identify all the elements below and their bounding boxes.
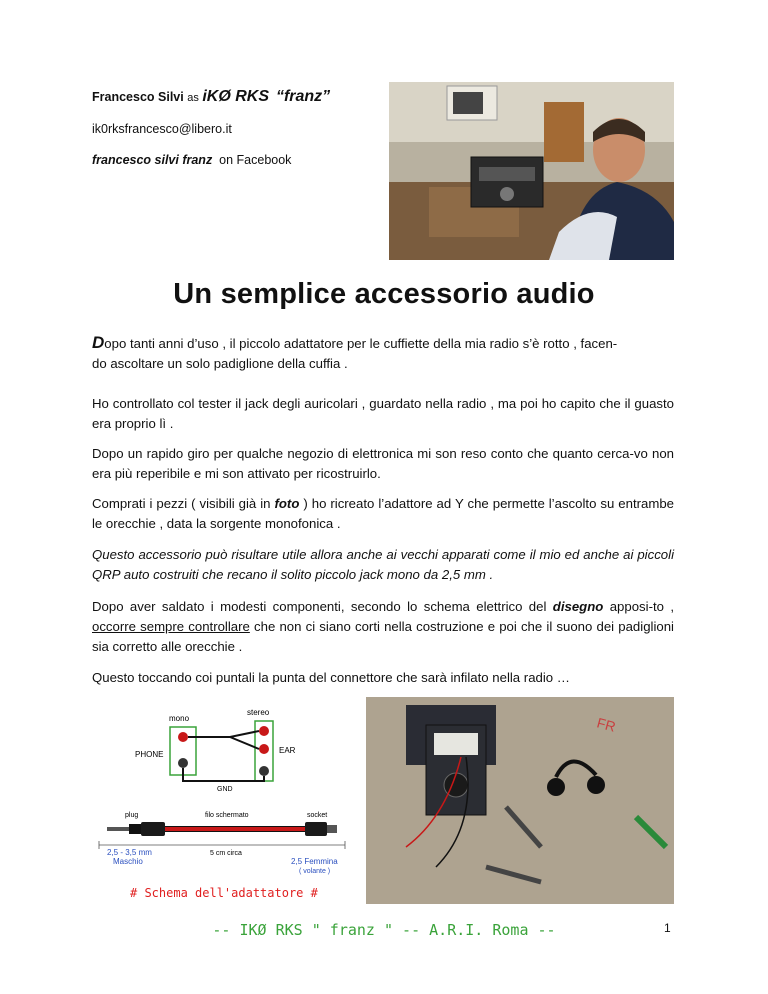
paragraph-1-line1: opo tanti anni d’uso , il piccolo adattatore per le cuffiette della mia radio s’è rotto , facen- [104,336,618,351]
schematic-caption: # Schema dell'adattatore # [130,886,318,900]
mono-tip-dot [178,732,188,742]
socket-icon [305,822,337,836]
author-photo [389,82,674,260]
facebook-line [92,153,291,167]
plug-label: plug [125,812,139,819]
stereo-label: stereo [247,708,270,717]
socket-note-label: ( volante ) [299,868,331,875]
disegno-word: disegno [552,599,604,614]
mono-label: mono [169,714,190,723]
svg-text:FR: FR [595,714,618,735]
paragraph-4-a: Comprati i pezzi ( visibili già in [92,496,275,511]
cable-label: filo schermato [205,812,249,819]
page-number: 1 [664,921,671,935]
foto-word: foto [274,496,300,511]
stereo-right-dot [259,744,269,754]
facebook-suffix: on Facebook [219,153,292,167]
socket-size-label: 2,5 Femmina [291,857,338,866]
paragraph-1-line2: do ascoltare un solo padiglione della cuffia . [92,356,348,371]
email-link[interactable]: ik0rksfrancesco@libero.it [92,122,232,136]
paragraph-6-c: apposi-to , [603,599,674,614]
paragraph-3: Dopo un rapido giro per qualche negozio di elettronica mi son reso conto che quanto cerca-vo non era più reperibile e mi son attivato per ricostruirlo. [92,446,674,481]
as-word: as [187,92,199,104]
paragraph-4-c: ) ho ricreato l’adattore ad Y che permette l’ascolto su entrambe le orecchie , data la sorgente monofonica . [92,496,674,531]
plug-type-label: Maschio [113,857,143,866]
underlined-warning: occorre sempre controllare [92,619,250,634]
paragraph-6 [92,597,674,657]
paragraph-6-e: che non ci siano corti nella costruzione e poi che il suono dei padiglioni sia corretto alle orecchie . [92,619,674,654]
author-name: Francesco Silvi [92,90,184,104]
phone-label: PHONE [135,750,164,759]
mono-ground-dot [178,758,188,768]
nickname: “franz” [275,88,331,105]
paragraph-1 [92,333,674,374]
paragraph-5: Questo accessorio può risultare utile allora anche ai vecchi apparati come il mio ed anche ai piccoli QRP auto costruiti che recano il solito piccolo jack mono da 2,5 mm . [92,547,674,582]
paragraph-2: Ho controllato col tester il jack degli auricolari , guardato nella radio , ma poi ho capito che il guasto era proprio lì . [92,396,674,431]
footer-text: -- IKØ RKS " franz " -- A.R.I. Roma -- [212,921,556,939]
paragraph-6-a: Dopo aver saldato i modesti componenti, secondo lo schema elettrico del [92,599,553,614]
drop-cap: D [92,333,105,352]
page-title: Un semplice accessorio audio [173,278,595,310]
paragraph-7: Questo toccando coi puntali la punta del connettore che sarà infilato nella radio … [92,670,570,685]
tester-photo [366,697,674,904]
socket-label: socket [307,812,328,819]
plug-size-label: 2,5 - 3,5 mm [107,848,152,857]
stereo-left-dot [259,726,269,736]
facebook-name: francesco silvi franz [92,153,213,167]
cable-red [165,827,305,831]
length-label: 5 cm circa [210,850,242,857]
author-line [92,88,330,106]
stereo-ground-dot [259,766,269,776]
paragraph-4 [92,494,674,534]
plug-icon [107,822,165,836]
gnd-label: GND [217,786,233,793]
callsign: iKØ RKS [202,88,269,105]
schematic-diagram [95,705,365,915]
ear-label: EAR [279,746,296,755]
